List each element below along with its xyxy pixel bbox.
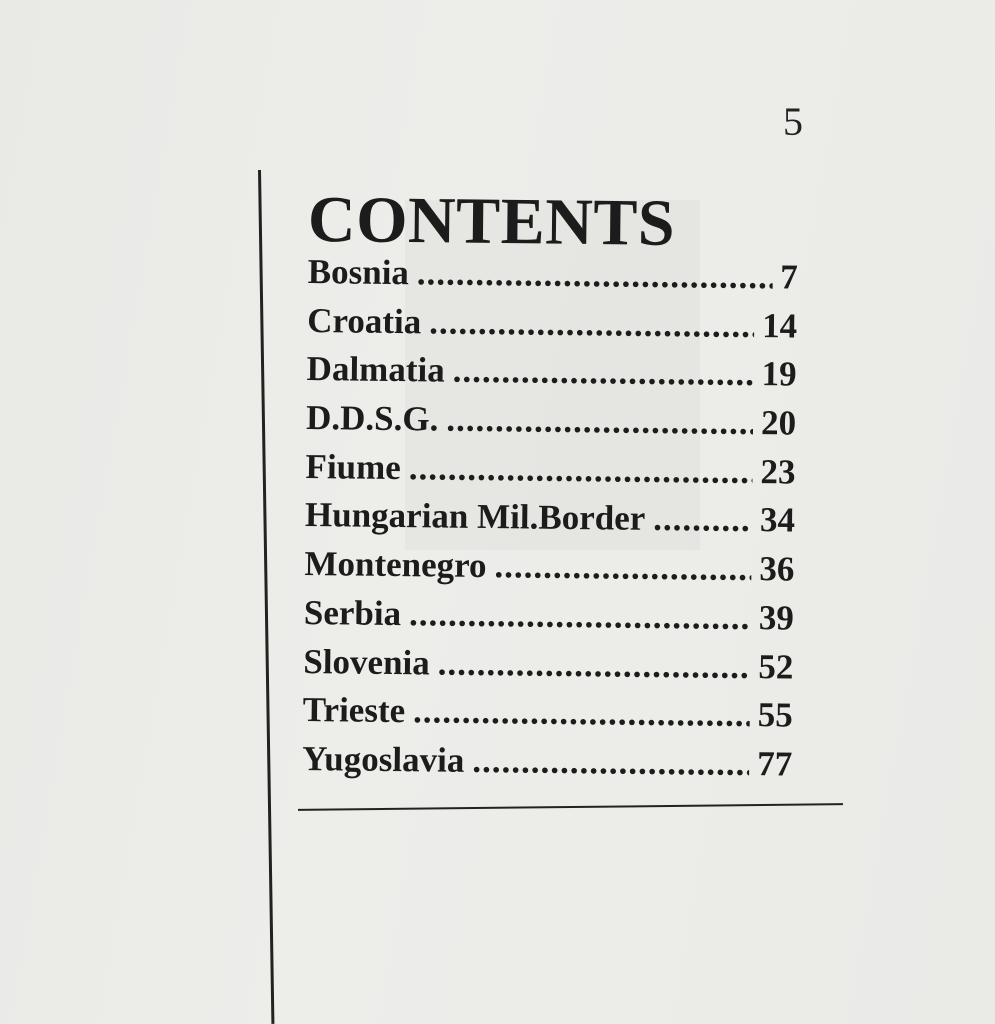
toc-entry	[304, 544, 795, 598]
bleed-through-text-left	[0, 370, 240, 560]
toc-entry-page: 77	[757, 744, 793, 784]
horizontal-rule	[298, 803, 843, 811]
toc-entry-name: Fiume	[305, 446, 402, 487]
toc-entry-page: 39	[758, 597, 795, 638]
dot-leader	[413, 691, 750, 735]
dot-leader	[409, 594, 751, 638]
toc-entry-page: 36	[759, 549, 795, 589]
toc-entry	[305, 495, 796, 549]
toc-entry-name: Bosnia	[307, 252, 410, 293]
toc-entry-name: Trieste	[302, 690, 406, 731]
toc-entry	[306, 349, 797, 403]
toc-entry-page: 55	[757, 695, 793, 735]
toc-entry-page: 19	[761, 354, 797, 394]
contents-list	[302, 252, 798, 793]
dot-leader	[409, 448, 753, 492]
dot-leader	[417, 253, 773, 297]
toc-entry-page: 20	[760, 403, 797, 443]
dot-leader	[494, 546, 751, 589]
toc-entry-name: Croatia	[307, 300, 422, 341]
toc-entry-name: Yugoslavia	[302, 738, 465, 780]
dot-leader	[446, 400, 753, 443]
toc-entry	[304, 593, 795, 647]
toc-entry-name: D.D.S.G.	[305, 398, 439, 439]
toc-entry-page: 23	[760, 451, 796, 492]
toc-entry-page: 52	[758, 646, 794, 687]
toc-entry-page: 34	[759, 500, 796, 540]
toc-entry	[302, 690, 793, 744]
toc-entry-page: 7	[780, 257, 798, 297]
toc-entry	[305, 447, 796, 501]
toc-entry-name: Serbia	[303, 592, 402, 633]
toc-entry	[307, 252, 798, 306]
dot-leader	[472, 741, 749, 784]
toc-entry	[306, 398, 797, 452]
dot-leader	[452, 351, 753, 394]
toc-entry	[302, 739, 793, 793]
toc-entry-name: Dalmatia	[306, 349, 445, 390]
toc-entry-name: Hungarian Mil.Border	[304, 495, 646, 539]
toc-entry-name: Slovenia	[303, 641, 430, 682]
vertical-rule	[258, 170, 274, 1024]
contents-title: CONTENTS	[307, 183, 676, 260]
toc-entry-name: Montenegro	[304, 544, 487, 586]
toc-entry	[303, 641, 794, 695]
toc-entry	[307, 301, 798, 355]
page-number: 5	[783, 99, 803, 144]
dot-leader	[653, 499, 752, 540]
dot-leader	[429, 302, 754, 346]
toc-entry-page: 14	[761, 305, 798, 346]
dot-leader	[438, 643, 751, 687]
